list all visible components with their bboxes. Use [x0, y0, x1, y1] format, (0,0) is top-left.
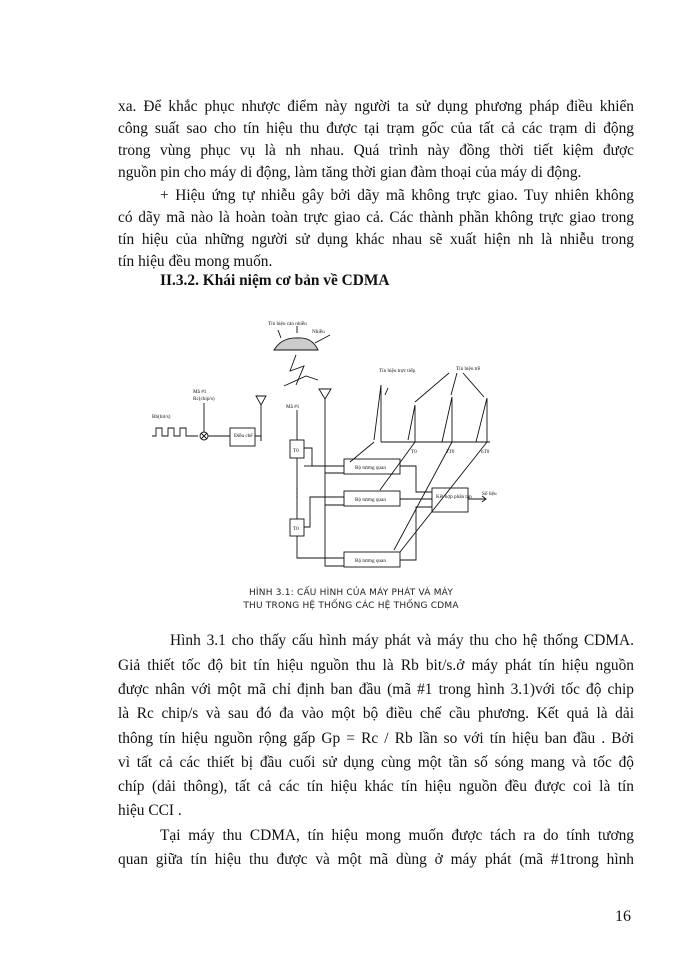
label-multipath: Tín hiệu trễ [456, 366, 481, 372]
para2-line-2: có dãy mã nào là hoàn toàn trực giao cả. Các thành phần không trực giao trong [118, 209, 634, 226]
svg-text:Bộ tương quan [355, 465, 386, 471]
svg-text:T0 [293, 526, 299, 532]
para3-line-7: chíp (dải thông), tất cả các tín hiệu khác tín hiệu nguồn đều được coi là tín [118, 778, 634, 795]
svg-text:Điều chế [234, 432, 253, 439]
para3-line-5: thông tín hiệu nguồn rộng gấp Gp = Rc / Rb lần so với tín hiệu ban đầu . Bởi [118, 730, 634, 747]
para1-line-3: trong vùng phục vụ là nh nhau. Quá trình này đồng thời tiết kiệm được [118, 142, 634, 159]
label-code1-rx: Mã #1 [286, 404, 300, 410]
para1-line-2: công suất sao cho tín hiệu thu được tại trạm gốc của tất cả các trạm di động [118, 120, 634, 137]
svg-text:Bộ tương quan [355, 497, 386, 503]
para1-line-4: nguồn pin cho máy di động, làm tăng thời gian đàm thoại của máy di động. [118, 164, 582, 181]
svg-text:Mã #1 [193, 389, 207, 395]
svg-text:Mã #1 [286, 404, 300, 410]
para3-line-4: là Rc chip/s và sau đó đa vào một bộ điều chế cầu phương. Kết quả là dải [118, 705, 634, 722]
para3-line-3: được nhân với một mã chỉ định ban đầu (mã #1 trong hình 3.1)với tốc độ chip [118, 681, 634, 698]
combiner-label: Kết hợp phân tập [436, 494, 472, 500]
svg-text:Nhiễu [312, 328, 325, 335]
figure-caption-line-1: HÌNH 3.1: CẤU HÌNH CỦA MÁY PHÁT VÀ MÁY [248, 588, 454, 598]
para3-line-1: Hình 3.1 cho thấy cấu hình máy phát và máy thu cho hệ thống CDMA. [170, 632, 634, 649]
svg-text:2T0 [446, 449, 455, 455]
svg-text:nT0 [481, 449, 490, 455]
para4-line-1: Tại máy thu CDMA, tín hiệu mong muốn được tách ra do tính tương [160, 827, 634, 844]
cdma-block-diagram [150, 310, 550, 590]
output-label: Số liệu [482, 491, 497, 497]
svg-text:T0 [411, 449, 417, 455]
correlator-2-label: Bộ tương quan [355, 497, 386, 503]
svg-text:Số liệu [482, 490, 497, 497]
para2-line-4: tín hiệu đều mong muốn. [118, 253, 273, 270]
svg-text:Rc(chip/s) [193, 395, 215, 402]
para4-line-2: quan giữa tín hiệu thu được và một mã dùng ở máy phát (mã #1trong hình [118, 851, 634, 868]
label-delay-nt0: nT0 [481, 449, 490, 455]
label-modulator: Điều chế [234, 433, 253, 439]
para3-line-8: hiệu CCI . [118, 802, 182, 819]
para3-line-6: vì tất cả các thiết bị đầu cuối sử dụng cùng một tần số sóng mang và tốc độ [118, 754, 634, 771]
page-number: 16 [615, 908, 631, 925]
label-noise: Nhiễu [312, 329, 325, 335]
para2-line-3: tín hiệu của những người sử dụng khác nhau sẽ xuất hiện nh là nhiễu trong [118, 231, 634, 248]
label-delay-box-1: T0 [293, 448, 299, 454]
label-delay-box-2: T0 [293, 526, 299, 532]
para3-line-2: Giả thiết tốc độ bit tín hiệu nguồn thu là Rb bit/s.ở máy phát tín hiệu nguồn [118, 657, 634, 674]
figure-caption-line-2: THU TRONG HỆ THỐNG CÁC HỆ THỐNG CDMA [243, 601, 459, 611]
label-direct: Tín hiệu trực tiếp [379, 368, 416, 374]
label-code1-tx: Mã #1 [193, 389, 207, 395]
para2-line-1: + Hiệu ứng tự nhiễu gây bởi dãy mã không trực giao. Tuy nhiên không [160, 187, 634, 204]
svg-text:Bộ tương quan [355, 558, 386, 564]
label-interference: Tín hiệu cản nhiễu [268, 321, 307, 327]
para1-line-1: xa. Để khắc phục nhược điểm này người ta sử dụng phương pháp điều khiển [118, 98, 634, 115]
svg-text:Tín hiệu trễ [456, 365, 481, 372]
label-bitrate: Rb(bit/s) [152, 414, 171, 420]
correlator-3-label: Bộ tương quan [355, 558, 386, 564]
svg-text:Tín hiệu trực tiếp [379, 367, 415, 374]
section-heading: II.3.2. Khái niệm cơ bản về CDMA [160, 272, 390, 289]
svg-text:Tín hiệu cản nhiễu [268, 320, 307, 327]
label-code1-rate: Rc(chip/s) [193, 396, 215, 402]
svg-text:Kết hợp phân tập [436, 493, 472, 500]
svg-text:T0 [293, 448, 299, 454]
label-delay-t0: T0 [411, 449, 417, 455]
svg-text:Rb(bit/s) [152, 413, 171, 420]
label-delay-2t0: 2T0 [446, 449, 455, 455]
correlator-1-label: Bộ tương quan [355, 465, 386, 471]
